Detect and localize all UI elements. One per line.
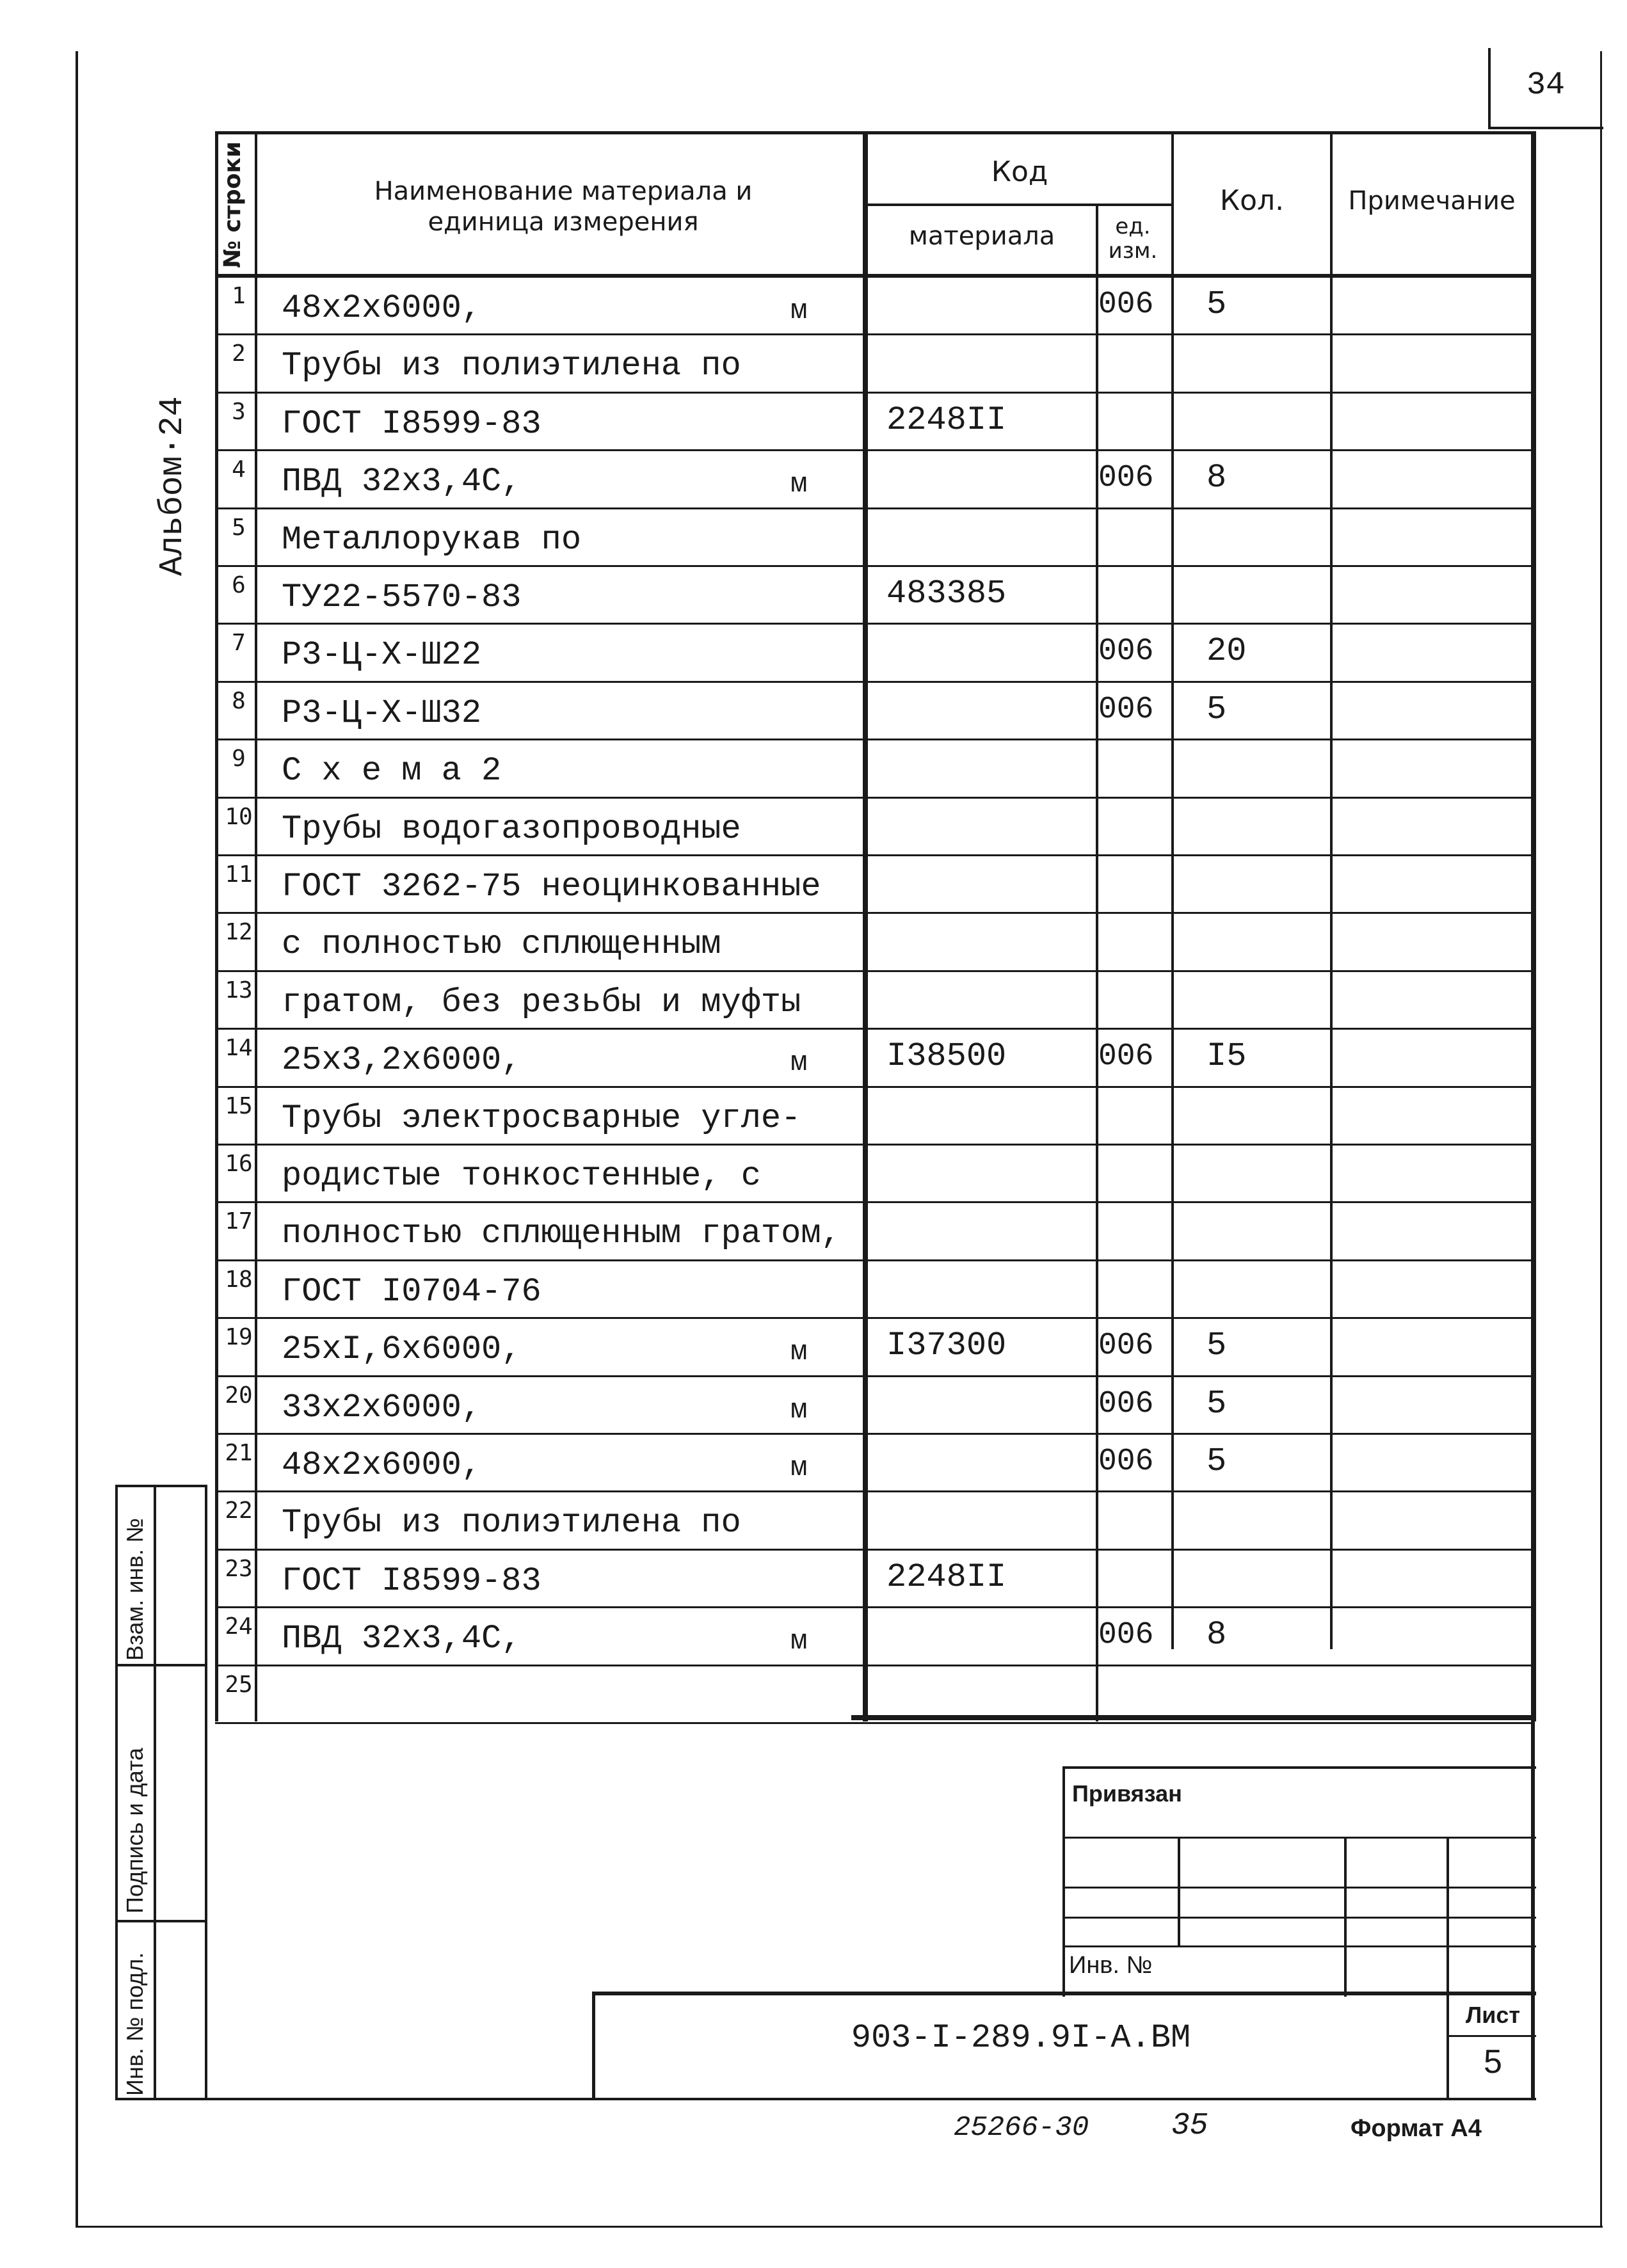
unit-letter: м [790, 1625, 808, 1658]
material-name: Р3-Ц-Х-Ш32 [282, 694, 482, 732]
row-number: 12 [225, 919, 253, 946]
row-number: 20 [225, 1382, 253, 1409]
unit-letter: м [790, 468, 808, 501]
row-divider [215, 797, 1534, 799]
quantity: 20 [1206, 632, 1247, 671]
unit-letter: м [790, 295, 808, 327]
row-number: 19 [225, 1324, 253, 1351]
row-number: 2 [232, 340, 246, 367]
row-divider [215, 565, 1534, 567]
row-divider [215, 1606, 1534, 1608]
header-row-no: № строки [220, 141, 246, 269]
unit-code: 006 [1098, 1444, 1154, 1479]
header-name: Наименование материала и единица измерения [374, 177, 753, 237]
unit-letter: м [790, 1394, 808, 1426]
row-divider [215, 1490, 1534, 1492]
row-number: 25 [225, 1671, 253, 1698]
row-number: 6 [232, 572, 246, 598]
quantity: 5 [1206, 1327, 1227, 1365]
quantity: 5 [1206, 285, 1227, 323]
row-divider [215, 1375, 1534, 1377]
row-number: 14 [225, 1035, 253, 1062]
row-divider [215, 912, 1534, 914]
material-code: 2248II [886, 401, 1007, 439]
quantity: 5 [1206, 1384, 1227, 1423]
row-divider [215, 854, 1534, 856]
row-number: 16 [225, 1151, 253, 1177]
row-number: 24 [225, 1613, 253, 1640]
quantity: 8 [1206, 1616, 1227, 1654]
format-label: Формат А4 [1350, 2115, 1482, 2142]
row-number: 1 [232, 283, 246, 309]
material-code: 2248II [886, 1558, 1007, 1596]
material-name: Трубы электросварные угле- [282, 1099, 801, 1137]
list-number: 5 [1484, 2043, 1502, 2080]
inv-no-label: Инв. № [1069, 1952, 1153, 1979]
page-number: 34 [1526, 67, 1565, 104]
row-divider [215, 623, 1534, 625]
row-number: 11 [225, 861, 253, 888]
privyazan-label: Привязан [1072, 1780, 1182, 1807]
unit-code: 006 [1098, 634, 1154, 669]
material-name: гратом, без резьбы и муфты [282, 983, 801, 1021]
material-name: ПВД 32х3,4С, [282, 463, 522, 501]
unit-letter: м [790, 1452, 808, 1484]
row-divider [215, 1144, 1534, 1146]
row-number: 5 [232, 514, 246, 541]
material-name: ГОСТ 3262-75 неоцинкованные [282, 868, 821, 906]
quantity: I5 [1206, 1037, 1247, 1076]
row-number: 17 [225, 1208, 253, 1235]
material-name: 48х2х6000, [282, 1446, 482, 1484]
row-divider [215, 507, 1534, 509]
unit-code: 006 [1098, 692, 1154, 727]
row-number: 4 [232, 456, 246, 483]
material-name: 25х3,2х6000, [282, 1041, 522, 1080]
row-number: 7 [232, 630, 246, 657]
row-number: 13 [225, 977, 253, 1003]
row-divider [215, 1086, 1534, 1088]
material-name: полностью сплющенным гратом, [282, 1215, 841, 1253]
row-divider [215, 1722, 1534, 1724]
unit-code: 006 [1098, 1039, 1154, 1074]
header-note: Примечание [1348, 186, 1516, 216]
material-name: 48х2х6000, [282, 289, 482, 327]
row-divider [215, 1665, 1534, 1666]
stamp-number: 25266-30 [954, 2112, 1089, 2144]
unit-code: 006 [1098, 461, 1154, 496]
row-divider [215, 1201, 1534, 1203]
material-name: Трубы из полиэтилена по [282, 1504, 741, 1542]
row-number: 18 [225, 1266, 253, 1293]
stamp-podpis-data: Подпись и дата [122, 1748, 148, 1913]
material-name: родистые тонкостенные, с [282, 1157, 761, 1195]
stamp-inv-podl: Инв. № подл. [122, 1952, 148, 2096]
stamp-page: 35 [1171, 2109, 1208, 2143]
material-name: ГОСТ I8599-83 [282, 1561, 541, 1600]
row-divider [215, 1259, 1534, 1261]
unit-code: 006 [1098, 1618, 1154, 1653]
material-code: I38500 [886, 1037, 1007, 1076]
list-label: Лист [1465, 2002, 1521, 2028]
material-name: 25хI,6х6000, [282, 1330, 522, 1369]
row-divider [215, 970, 1534, 972]
row-divider [215, 1317, 1534, 1319]
material-name: ПВД 32х3,4С, [282, 1620, 522, 1658]
header-code: Код [991, 156, 1048, 188]
quantity: 8 [1206, 459, 1227, 497]
material-name: ГОСТ I8599-83 [282, 404, 541, 443]
material-name: Р3-Ц-Х-Ш22 [282, 636, 482, 675]
row-divider [215, 739, 1534, 740]
unit-letter: м [790, 1047, 808, 1080]
row-divider [215, 1549, 1534, 1551]
row-number: 10 [225, 803, 253, 830]
row-number: 23 [225, 1555, 253, 1582]
header-unit: ед. изм. [1108, 214, 1158, 264]
row-number: 9 [232, 746, 246, 772]
row-divider [215, 1433, 1534, 1435]
material-code: 483385 [886, 575, 1007, 612]
album-label: Альбом·24 [154, 396, 191, 576]
material-name: с полностью сплющенным [282, 925, 721, 964]
quantity: 5 [1206, 1442, 1227, 1480]
unit-letter: м [790, 1336, 808, 1369]
unit-code: 006 [1098, 1386, 1154, 1421]
unit-code: 006 [1098, 287, 1154, 322]
document-code: 903-I-289.9I-А.ВМ [851, 2019, 1191, 2057]
material-name: ГОСТ I0704-76 [282, 1272, 541, 1311]
row-number: 3 [232, 398, 246, 425]
row-divider [215, 392, 1534, 394]
table-top-border [215, 131, 1534, 134]
material-name: 33х2х6000, [282, 1388, 482, 1426]
quantity: 5 [1206, 690, 1227, 728]
material-code: I37300 [886, 1327, 1007, 1365]
material-name: С х е м а 2 [282, 752, 502, 790]
row-number: 22 [225, 1497, 253, 1524]
header-qty: Кол. [1219, 184, 1285, 217]
row-divider [215, 1028, 1534, 1030]
row-number: 15 [225, 1092, 253, 1119]
header-material: материала [908, 221, 1055, 251]
material-name: Трубы водогазопроводные [282, 810, 741, 848]
unit-code: 006 [1098, 1329, 1154, 1364]
row-divider [215, 333, 1534, 335]
material-name: Трубы из полиэтилена по [282, 347, 741, 385]
material-name: Металлорукав по [282, 520, 582, 559]
stamp-vzam-inv: Взам. инв. № [122, 1517, 148, 1661]
row-divider [215, 449, 1534, 451]
material-name: ТУ22-5570-83 [282, 579, 522, 616]
row-number: 21 [225, 1440, 253, 1466]
row-number: 8 [232, 687, 246, 714]
row-divider [215, 681, 1534, 683]
